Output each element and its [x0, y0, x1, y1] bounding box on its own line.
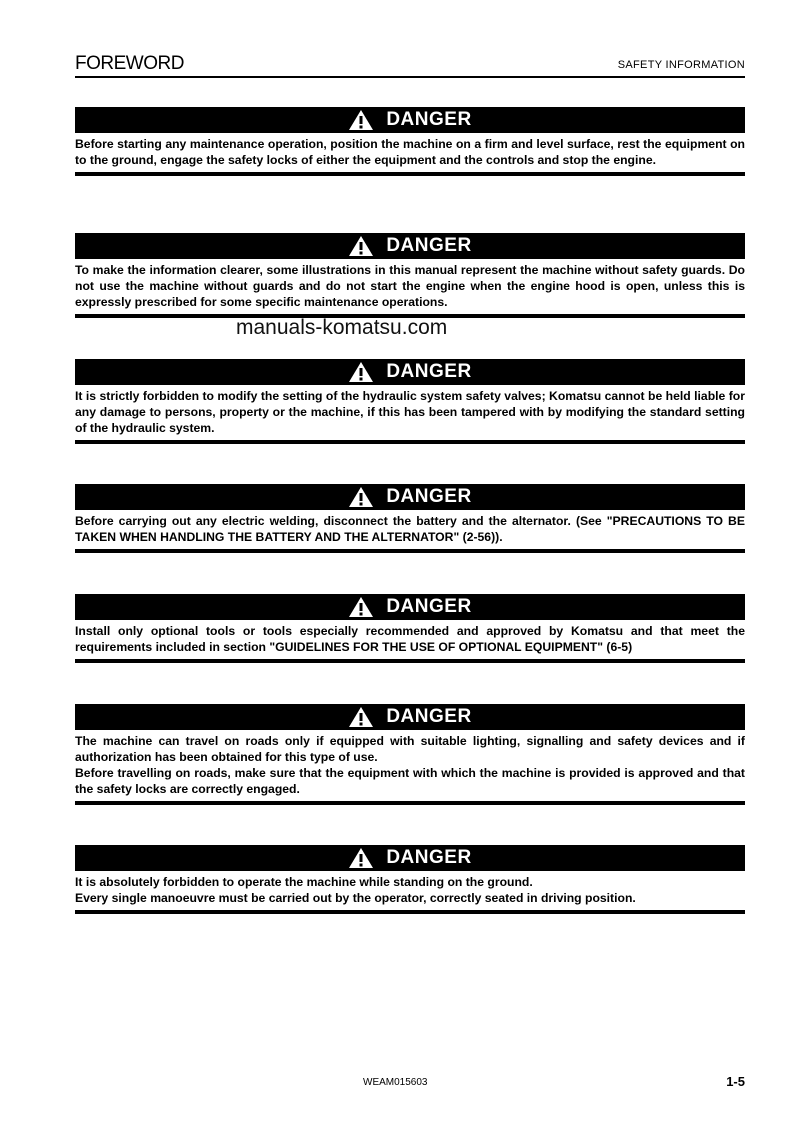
danger-bottom-rule	[75, 440, 745, 444]
page-header	[75, 52, 745, 78]
section-title: SAFETY INFORMATION	[617, 59, 745, 71]
warning-triangle-icon	[348, 361, 374, 383]
danger-block	[75, 484, 745, 553]
danger-block	[75, 594, 745, 663]
danger-paragraph: Every single manoeuvre must be carried out by the operator, correctly seated in driving position.	[75, 891, 636, 905]
danger-block	[75, 107, 745, 176]
warning-triangle-icon	[348, 109, 374, 131]
danger-paragraph: Before carrying out any electric welding, disconnect the battery and the alternator. (See "PRECAUTIONS TO BE TAKEN WHEN HANDLING THE BATTERY AND THE ALTERNATOR" (2-56)).	[75, 514, 745, 544]
danger-banner	[75, 484, 745, 510]
danger-text	[75, 871, 745, 910]
danger-bottom-rule	[75, 801, 745, 805]
danger-paragraph: It is strictly forbidden to modify the setting of the hydraulic system safety valves; Komatsu cannot be held liable for any damage to persons, property or the machine, if this has been tampered with by modifying the standard setting of the hydraulic system.	[75, 389, 745, 435]
danger-banner	[75, 845, 745, 871]
danger-block	[75, 845, 745, 914]
danger-text	[75, 730, 745, 801]
watermark: manuals-komatsu.com	[236, 316, 448, 339]
warning-triangle-icon	[348, 847, 374, 869]
danger-label: DANGER	[386, 361, 472, 382]
danger-bottom-rule	[75, 549, 745, 553]
warning-triangle-icon	[348, 596, 374, 618]
danger-text	[75, 510, 745, 549]
danger-banner	[75, 233, 745, 259]
danger-bottom-rule	[75, 172, 745, 176]
danger-paragraph: It is absolutely forbidden to operate the machine while standing on the ground.	[75, 875, 533, 889]
danger-text	[75, 385, 745, 440]
danger-text	[75, 620, 745, 659]
chapter-title: FOREWORD	[75, 53, 184, 74]
danger-block	[75, 704, 745, 805]
danger-text	[75, 133, 745, 172]
danger-label: DANGER	[386, 109, 472, 130]
danger-paragraph: To make the information clearer, some illustrations in this manual represent the machine without safety guards. Do not use the machine without guards and do not start the engine when the engine hood is open, unless this is expressly prescribed for some specific maintenance operations.	[75, 263, 745, 309]
danger-banner	[75, 704, 745, 730]
danger-label: DANGER	[386, 706, 472, 727]
danger-block	[75, 233, 745, 318]
danger-label: DANGER	[386, 596, 472, 617]
danger-banner	[75, 594, 745, 620]
danger-paragraph: Install only optional tools or tools especially recommended and approved by Komatsu and that meet the requirements included in section "GUIDELINES FOR THE USE OF OPTIONAL EQUIPMENT" (6-5)	[75, 624, 745, 654]
danger-label: DANGER	[386, 486, 472, 507]
danger-bottom-rule	[75, 910, 745, 914]
page-number: 1-5	[726, 1074, 745, 1089]
danger-bottom-rule	[75, 659, 745, 663]
danger-banner	[75, 359, 745, 385]
danger-paragraph: Before starting any maintenance operation, position the machine on a firm and level surface, rest the equipment on to the ground, engage the safety locks of either the equipment and the controls and stop the engine.	[75, 137, 745, 167]
danger-label: DANGER	[386, 847, 472, 868]
danger-paragraph: Before travelling on roads, make sure that the equipment with which the machine is provided is approved and that the safety locks are correctly engaged.	[75, 766, 745, 796]
warning-triangle-icon	[348, 235, 374, 257]
warning-triangle-icon	[348, 706, 374, 728]
danger-label: DANGER	[386, 235, 472, 256]
danger-block	[75, 359, 745, 444]
danger-paragraph: The machine can travel on roads only if equipped with suitable lighting, signalling and safety devices and if authorization has been obtained for this type of use.	[75, 734, 745, 764]
warning-triangle-icon	[348, 486, 374, 508]
danger-banner	[75, 107, 745, 133]
document-code: WEAM015603	[363, 1077, 428, 1088]
danger-text	[75, 259, 745, 314]
